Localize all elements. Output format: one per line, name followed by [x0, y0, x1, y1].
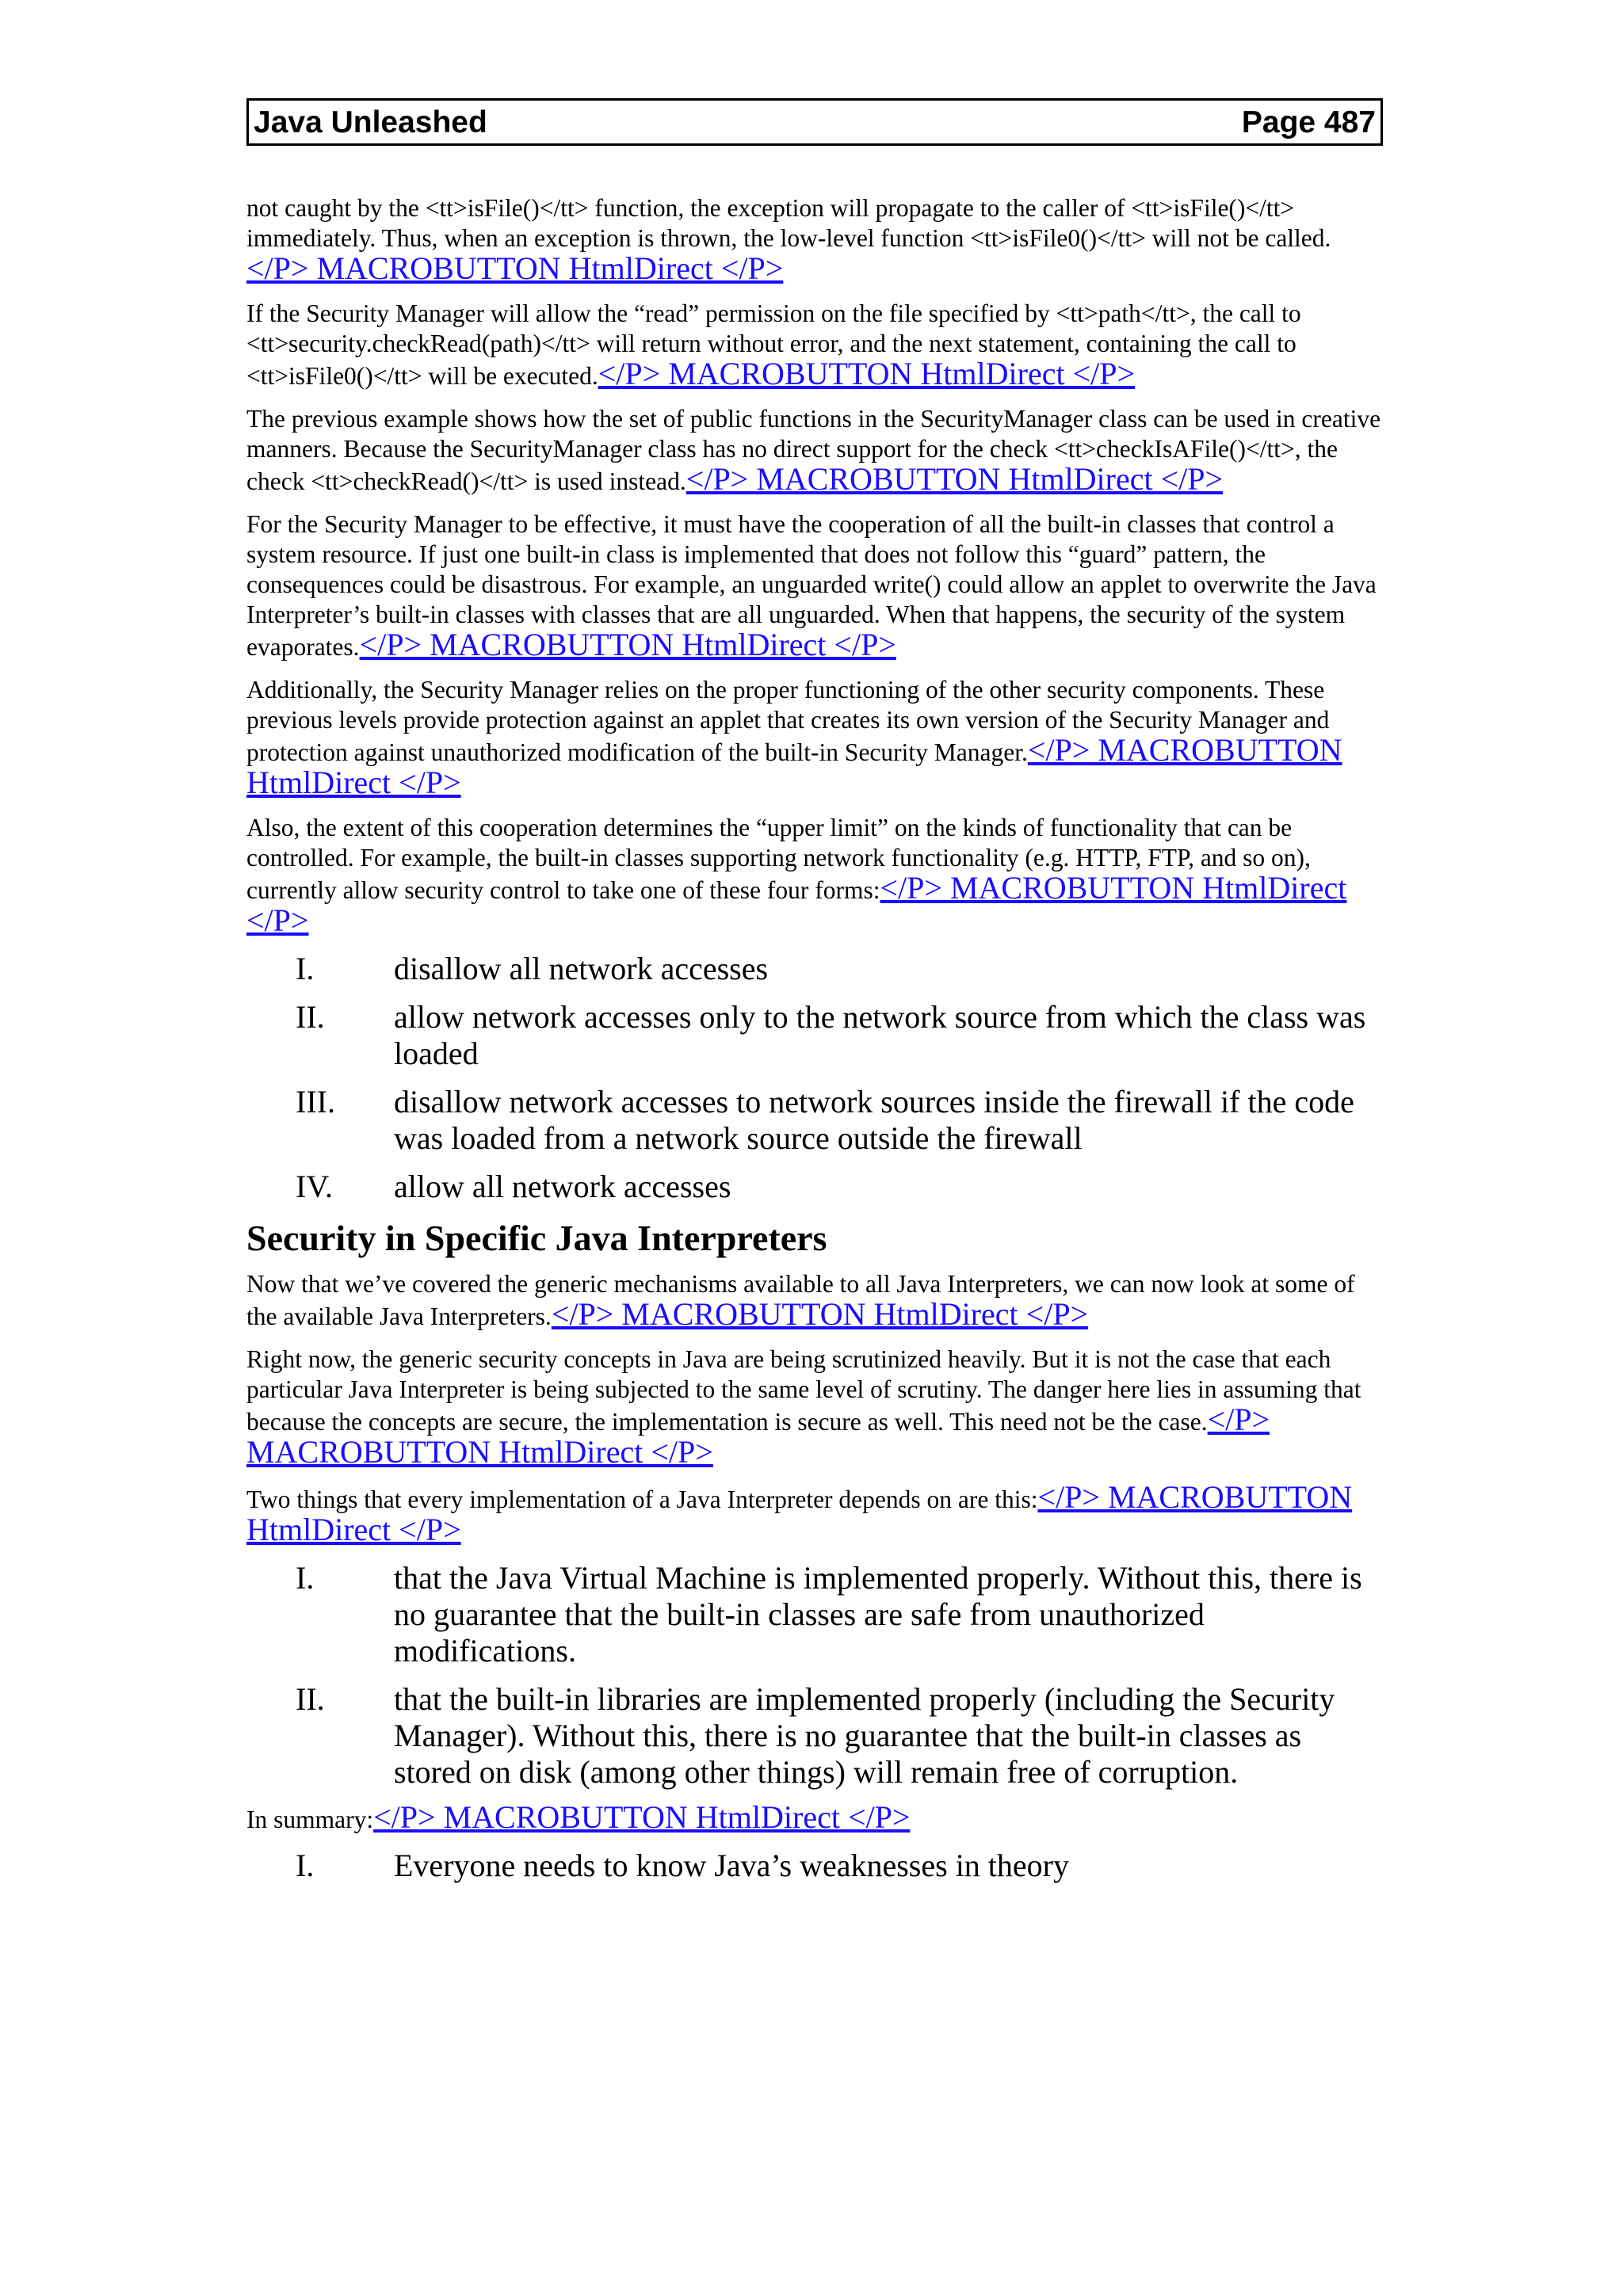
page-number: Page 487 — [1241, 105, 1376, 139]
page-header — [246, 98, 1383, 146]
list-item: IV. allow all network accesses — [296, 1169, 731, 1204]
macrobutton-link[interactable]: </P> MACROBUTTON HtmlDirect </P> — [359, 627, 896, 662]
macrobutton-link[interactable]: </P> MACROBUTTON HtmlDirect </P> — [246, 250, 784, 286]
macrobutton-link[interactable]: </P> MACROBUTTON HtmlDirect </P> — [598, 356, 1136, 391]
macrobutton-link[interactable]: </P> MACROBUTTON HtmlDirect </P> — [246, 732, 1342, 800]
paragraph: Also, the extent of this cooperation determines the “upper limit” on the kinds of functionality that can be controlled. For example, the built-in classes supporting network functionality (e.g. HTTP, FTP, and so on), currently allow security control to take one of these four forms:</P> MACROBUTTON HtmlDirect </P> — [246, 814, 1347, 938]
list-item: I. disallow all network accesses — [296, 951, 769, 986]
paragraph: If the Security Manager will allow the “read” permission on the file specified by <tt>path</tt>, the call to <tt>security.checkRead(path)</tt> will return without error, and the next statement, containing the call to <tt>isFile0()</tt> will be executed.</P> MACROBUTTON HtmlDirect </P> — [246, 299, 1301, 391]
section-heading: Security in Specific Java Interpreters — [246, 1218, 827, 1258]
summary-list — [246, 1848, 1383, 1884]
paragraph: Two things that every implementation of a Java Interpreter depends on are this:</P> MACROBUTTON HtmlDirect </P> — [246, 1479, 1353, 1547]
network-forms-list — [246, 951, 1383, 1205]
paragraph: For the Security Manager to be effective, it must have the cooperation of all the built-in classes that control a system resource. If just one built-in class is implemented that does not follow this “guard” pattern, the consequences could be disastrous. For example, an unguarded write() could allow an applet to overwrite the Java Interpreter’s built-in classes with classes that are all unguarded. When that happens, the security of the system evaporates.</P> MACROBUTTON HtmlDirect </P> — [246, 510, 1377, 662]
paragraph: In summary:</P> MACROBUTTON HtmlDirect </P> — [246, 1799, 911, 1835]
document-page — [246, 98, 1383, 1896]
macrobutton-link[interactable]: </P> MACROBUTTON HtmlDirect </P> — [246, 1402, 1270, 1470]
book-title: Java Unleashed — [254, 105, 487, 139]
paragraph: Right now, the generic security concepts in Java are being scrutinized heavily. But it is not the case that each particular Java Interpreter is being subjected to the same level of scrutiny. The danger here lies in assuming that because the concepts are secure, the implementation is secure as well. This need not be the case.</P> MACROBUTTON HtmlDirect </P> — [246, 1345, 1361, 1470]
paragraph: Additionally, the Security Manager relies on the proper functioning of the other security components. These previous levels provide protection against an applet that creates its own version of the Security Manager and protection against unauthorized modification of the built-in Security Manager.</P> MACROBUTTON HtmlDirect </P> — [246, 676, 1342, 800]
list-item: I. that the Java Virtual Machine is implemented properly. Without this, there is no guarantee that the built-in classes are safe from unauthorized modifications. — [296, 1560, 1362, 1669]
paragraph: The previous example shows how the set of public functions in the SecurityManager class can be used in creative manners. Because the SecurityManager class has no direct support for the check <tt>checkIsAFile()</tt>, the check <tt>checkRead()</tt> is used instead.</P> MACROBUTTON HtmlDirect </P> — [246, 405, 1381, 497]
list-item: III. disallow network accesses to network sources inside the firewall if the code was loaded from a network source outside the firewall — [296, 1084, 1354, 1156]
macrobutton-link[interactable]: </P> MACROBUTTON HtmlDirect </P> — [246, 1479, 1353, 1547]
paragraph: Now that we’ve covered the generic mechanisms available to all Java Interpreters, we can now look at some of the available Java Interpreters.</P> MACROBUTTON HtmlDirect </P> — [246, 1270, 1355, 1332]
list-item: II. allow network accesses only to the network source from which the class was loaded — [296, 999, 1366, 1071]
paragraph: not caught by the <tt>isFile()</tt> function, the exception will propagate to the caller of <tt>isFile()</tt> immediately. Thus, when an exception is thrown, the low-level function <tt>isFile0()</tt> will not be called.</P> MACROBUTTON HtmlDirect </P> — [246, 194, 1331, 286]
list-item: I. Everyone needs to know Java’s weaknesses in theory — [296, 1848, 1069, 1883]
macrobutton-link[interactable]: </P> MACROBUTTON HtmlDirect </P> — [246, 870, 1347, 938]
implementation-dependencies-list — [246, 1560, 1383, 1791]
macrobutton-link[interactable]: </P> MACROBUTTON HtmlDirect </P> — [551, 1296, 1089, 1332]
page-content — [246, 193, 1383, 1884]
macrobutton-link[interactable]: </P> MACROBUTTON HtmlDirect </P> — [373, 1799, 911, 1835]
macrobutton-link[interactable]: </P> MACROBUTTON HtmlDirect </P> — [685, 461, 1224, 497]
list-item: II. that the built-in libraries are implemented properly (including the Security Manager). Without this, there is no guarantee that the built-in classes as stored on disk (among other things) will remain free of corruption. — [296, 1681, 1335, 1790]
